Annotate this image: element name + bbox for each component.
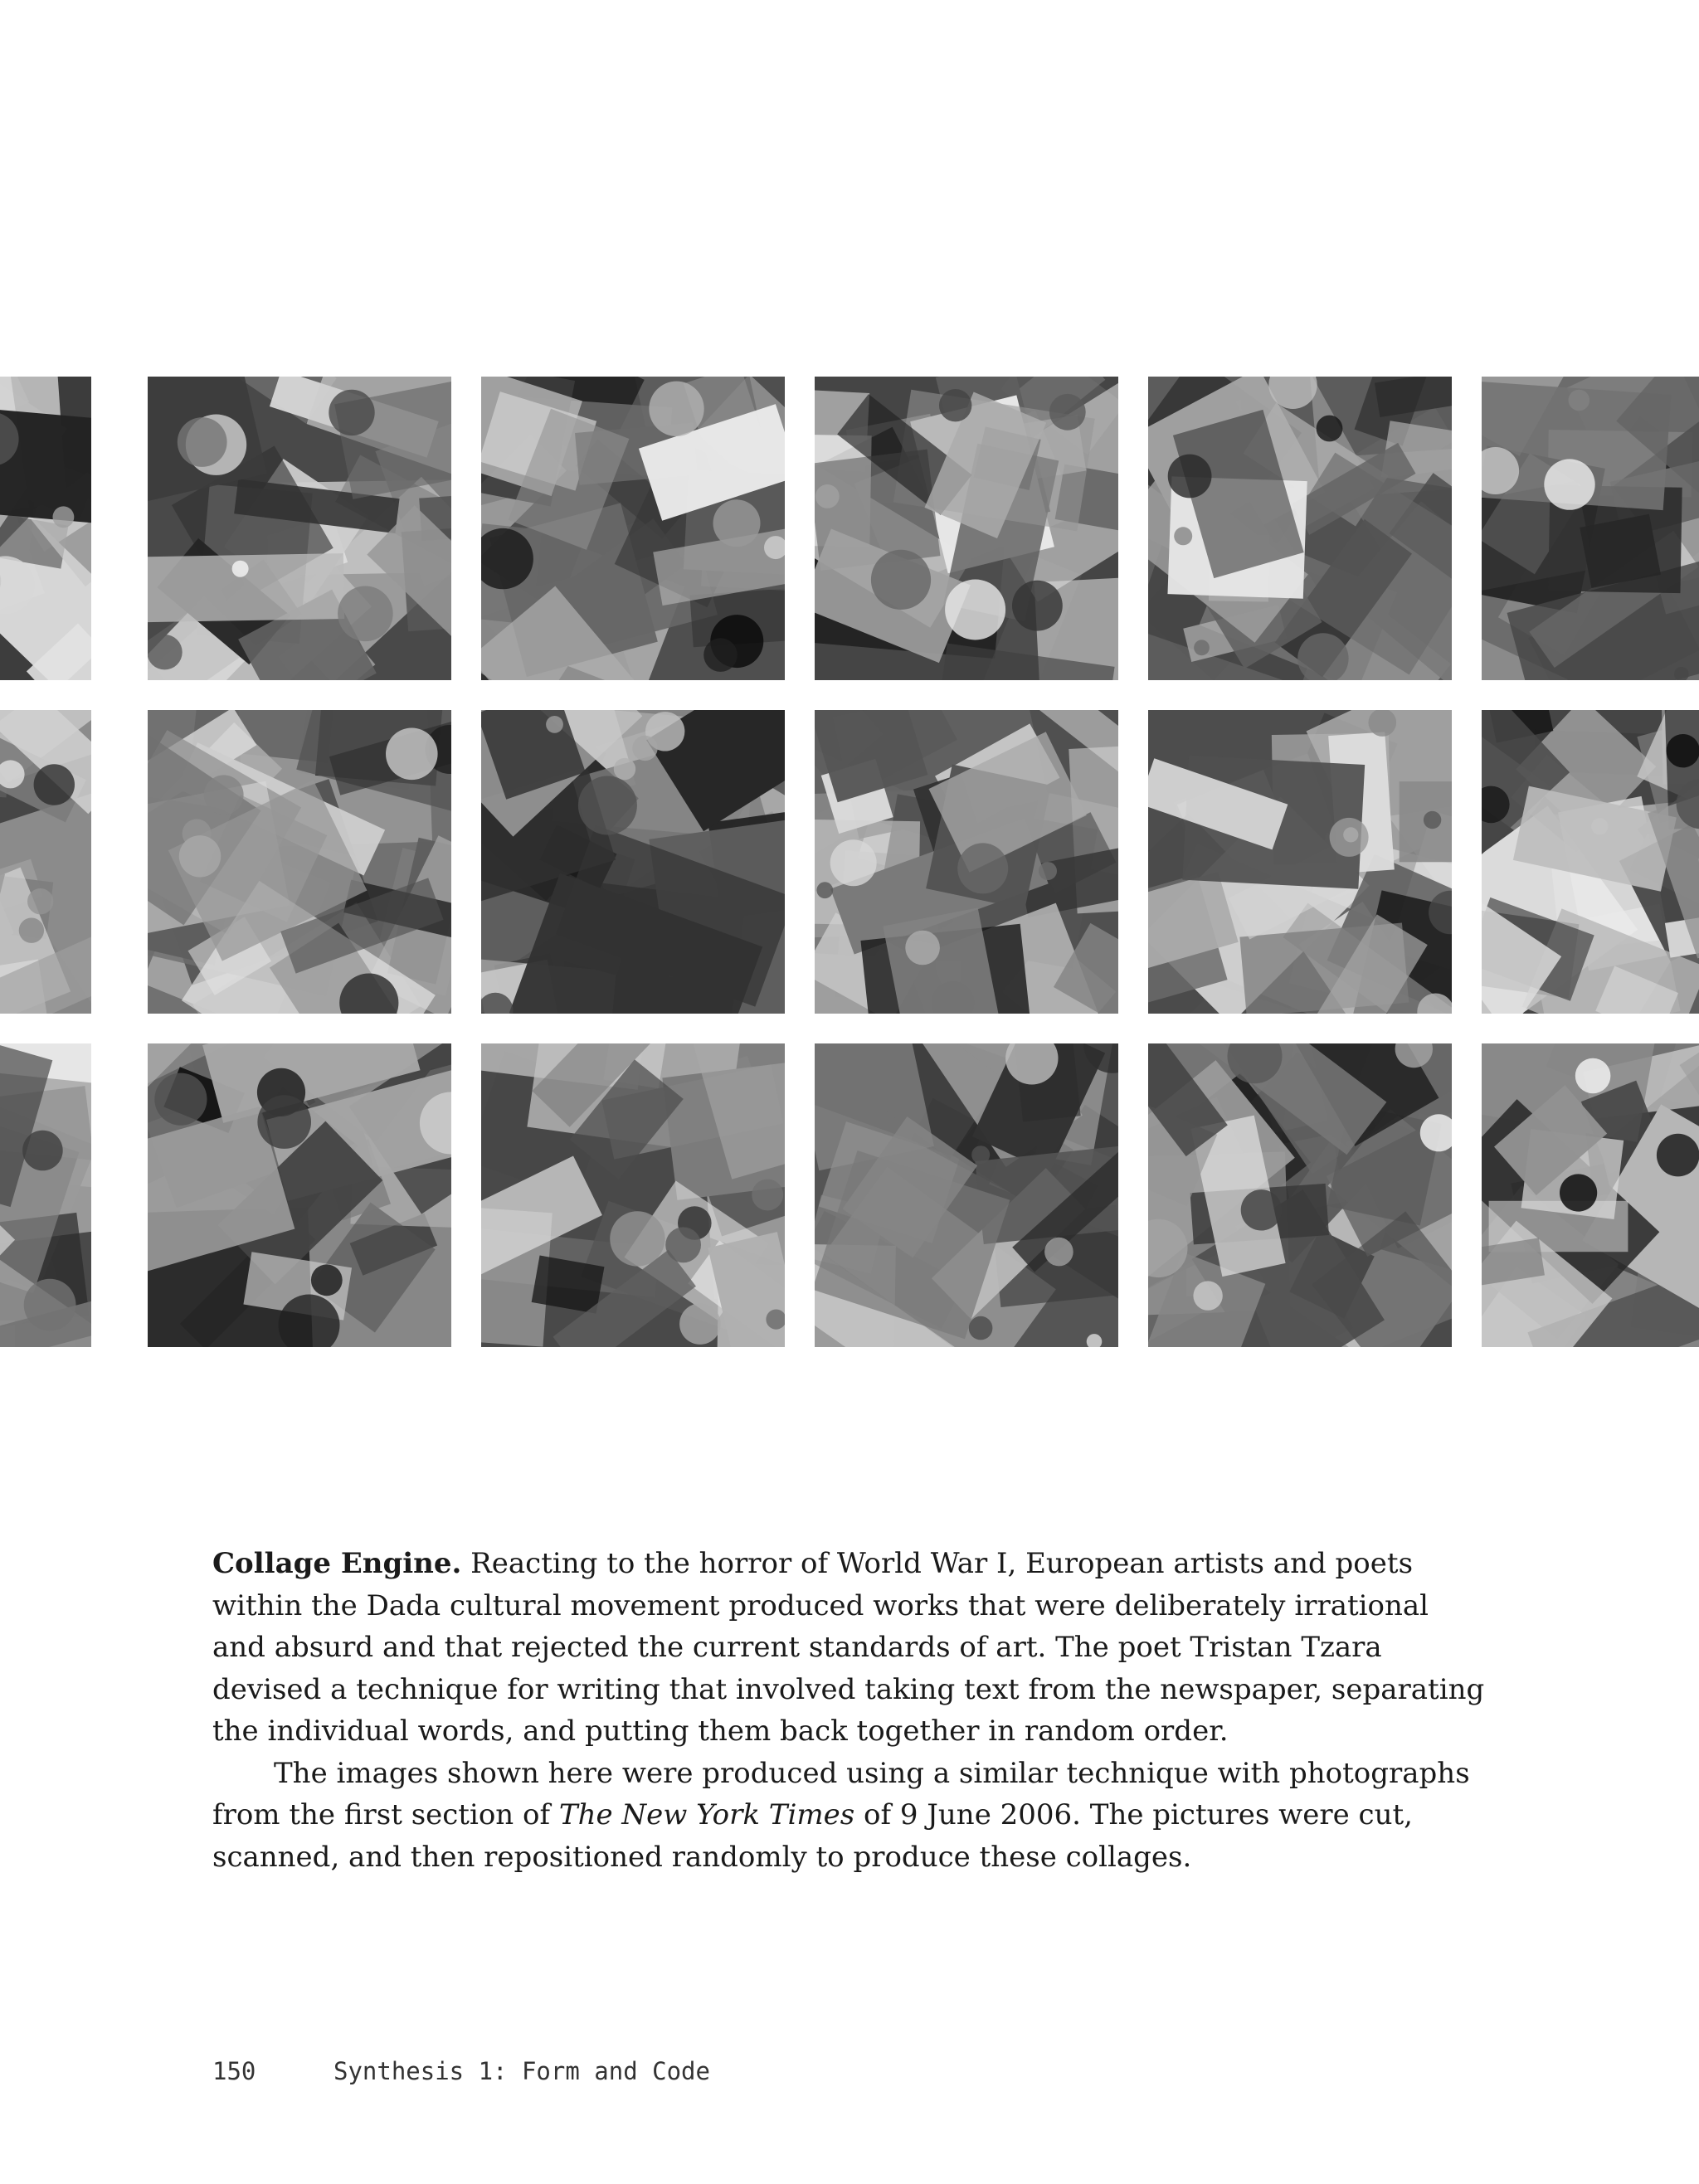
caption-paragraph-2 — [212, 1753, 1490, 1879]
collage-image — [1482, 377, 1699, 680]
caption — [212, 1543, 1490, 1878]
collage-image — [481, 1043, 785, 1347]
collage-tile — [148, 710, 451, 1014]
collage-tile — [481, 377, 785, 680]
collage-image — [0, 377, 91, 680]
collage-grid — [0, 377, 1699, 1347]
collage-tile — [0, 377, 91, 680]
collage-image — [148, 377, 451, 680]
collage-image — [1148, 1043, 1452, 1347]
page-number: 150 — [212, 2057, 256, 2085]
collage-tile — [815, 1043, 1118, 1347]
collage-image — [815, 1043, 1118, 1347]
collage-tile — [1148, 710, 1452, 1014]
running-head: Synthesis 1: Form and Code — [333, 2057, 710, 2085]
collage-image — [481, 710, 785, 1014]
caption-para2-after: of 9 June 2006. The pictures were cut, scanned, and then repositioned randomly to produce these collages. — [212, 1798, 1413, 1874]
caption-paragraph-1 — [212, 1543, 1490, 1753]
collage-tile — [148, 1043, 451, 1347]
collage-tile — [0, 710, 91, 1014]
collage-image — [1482, 1043, 1699, 1347]
collage-tile — [1148, 377, 1452, 680]
collage-tile — [148, 377, 451, 680]
page-footer — [212, 2057, 710, 2090]
caption-para2-title: The New York Times — [558, 1798, 855, 1831]
collage-tile — [481, 1043, 785, 1347]
collage-tile — [815, 377, 1118, 680]
collage-image — [481, 377, 785, 680]
collage-image — [1482, 710, 1699, 1014]
collage-image — [0, 710, 91, 1014]
collage-tile — [0, 1043, 91, 1347]
caption-para1-body: Reacting to the horror of World War I, European artists and poets within the Dada cultural movement produced works that were deliberately irrational and absurd and that rejected the current standards of art. The poet Tristan Tzara devised a technique for writing that involved taking text from the newspaper, separating the individual words, and putting them back together in random order. — [212, 1547, 1485, 1748]
caption-lead: Collage Engine. — [212, 1547, 462, 1580]
collage-tile — [481, 710, 785, 1014]
collage-image — [1148, 710, 1452, 1014]
collage-image — [148, 710, 451, 1014]
collage-image — [1148, 377, 1452, 680]
collage-image — [815, 710, 1118, 1014]
collage-tile — [1482, 1043, 1699, 1347]
collage-tile — [1482, 710, 1699, 1014]
collage-tile — [1482, 377, 1699, 680]
collage-image — [0, 1043, 91, 1347]
caption-para2-before: The images shown here were produced using a similar technique with photographs from the first section of — [212, 1756, 1470, 1831]
collage-tile — [1148, 1043, 1452, 1347]
collage-image — [148, 1043, 451, 1347]
collage-tile — [815, 710, 1118, 1014]
collage-image — [815, 377, 1118, 680]
